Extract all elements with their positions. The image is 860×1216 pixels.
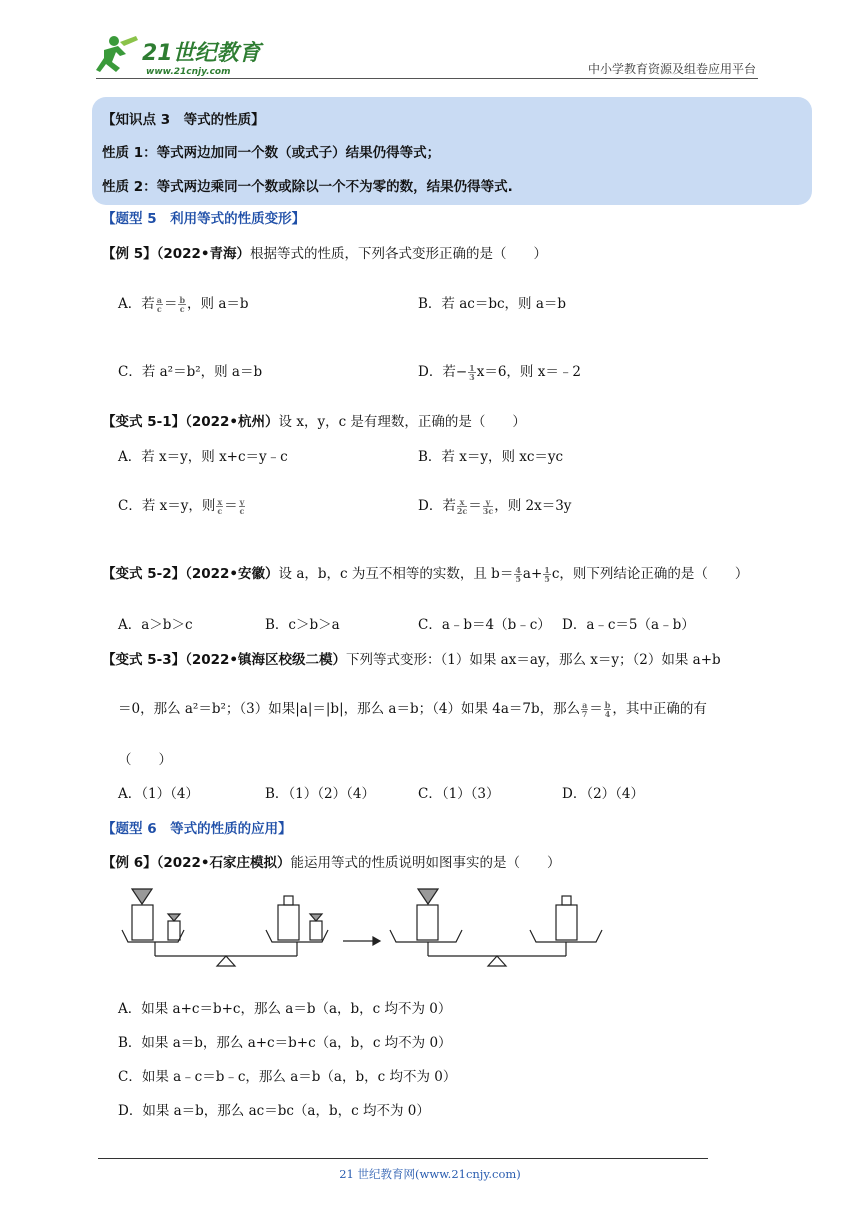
option-c: C．若 x＝y，则 $\frac{x}{c}$ ＝ $\frac{y}{c}$	[118, 497, 245, 516]
fraction: $\frac{b}{c}$	[179, 295, 186, 314]
fraction: $\frac{a}{7}$	[581, 700, 588, 719]
question-var52: 【变式 5-2】（2022•安徽）设 a，b，c 为互不相等的实数，且 b＝ $\frac{4}{5}$ a+ $\frac{1}{5}$ c，则下列结论正确的是（ ）	[102, 565, 749, 584]
question-text: 设 x，y，c 是有理数，正确的是（ ）	[278, 414, 526, 430]
option-d: D．a﹣c＝5（a﹣b）	[562, 617, 695, 633]
fraction: $\frac{y}{c}$	[239, 497, 245, 516]
fraction: $\frac{b}{4}$	[604, 700, 611, 719]
question-label: 【变式 5-2】	[102, 566, 186, 582]
question-label: 【变式 5-3】	[102, 652, 186, 668]
section-heading-type5: 【题型 5 利用等式的性质变形】	[102, 211, 306, 227]
option-a: A．a＞b＞c	[118, 617, 193, 633]
fraction: $\frac{4}{5}$	[515, 565, 521, 584]
option-b: B．（1）（2）（4）	[265, 786, 375, 802]
answer-paren: （ ）	[118, 752, 172, 768]
question-var53-line2: ＝0，那么 a²＝b²；（3）如果|a|＝|b|，那么 a＝b；（4）如果 4a＝7b，那么 $\frac{a}{7}$ ＝ $\frac{b}{4}$ ，其中正确的有	[118, 700, 707, 719]
header-divider	[96, 78, 758, 79]
section-heading-type6: 【题型 6 等式的性质的应用】	[102, 821, 292, 837]
question-source: （2022•石家庄模拟）	[156, 855, 291, 871]
option-a: A．（1）（4）	[118, 786, 199, 802]
fraction: $\frac{1}{5}$	[544, 565, 550, 584]
option-b: B．若 x＝y，则 xc＝yc	[418, 449, 564, 465]
option-d: D．若− $\frac{1}{3}$ x＝6，则 x＝﹣2	[418, 363, 581, 382]
knowledge-box	[92, 97, 812, 205]
option-a: A．如果 a+c＝b+c，那么 a＝b（a，b，c 均不为 0）	[118, 1001, 452, 1017]
option-c: C．（1）（3）	[418, 786, 500, 802]
fraction: $\frac{y}{3c}$	[482, 497, 494, 516]
option-b: B．若 ac＝bc，则 a＝b	[418, 296, 567, 312]
question-source: （2022•安徽）	[185, 566, 279, 582]
option-a: A．若 $\frac{a}{c}$ ＝ $\frac{b}{c}$ ，则 a＝b	[118, 295, 249, 314]
arrow-icon	[343, 937, 380, 945]
left-balance	[122, 889, 328, 966]
site-name: 中小学教育资源及组卷应用平台	[587, 62, 756, 76]
knowledge-title: 【知识点 3 等式的性质】	[102, 112, 265, 128]
question-var53: 【变式 5-3】（2022•镇海区校级二模）下列等式变形：（1）如果 ax＝ay，那么 x＝y；（2）如果 a+b	[102, 652, 721, 668]
footer-text: 21 世纪教育网(www.21cnjy.com)	[339, 1167, 521, 1181]
question-source: （2022•青海）	[156, 246, 251, 262]
logo-sub-text: www.21cnjy.com	[146, 67, 231, 77]
option-b: B．如果 a＝b，那么 a+c＝b+c（a，b，c 均不为 0）	[118, 1035, 452, 1051]
property-2: 性质 2：等式两边乘同一个数或除以一个不为零的数，结果仍得等式.	[102, 179, 513, 195]
question-label: 【变式 5-1】	[102, 414, 186, 430]
fraction: $\frac{x}{2c}$	[456, 497, 468, 516]
question-text: 根据等式的性质，下列各式变形正确的是（ ）	[250, 246, 548, 262]
site-logo	[96, 32, 266, 80]
right-balance	[390, 889, 602, 966]
option-c: C．若 a²＝b²，则 a＝b	[118, 364, 263, 380]
option-d: D．若 $\frac{x}{2c}$ ＝ $\frac{y}{3c}$ ，则 2x＝3y	[418, 497, 572, 516]
footer-divider	[98, 1158, 708, 1159]
question-text: 能运用等式的性质说明如图事实的是（ ）	[290, 855, 561, 871]
question-source: （2022•杭州）	[185, 414, 279, 430]
fraction: $\frac{a}{c}$	[156, 295, 162, 314]
runner-icon	[96, 36, 138, 72]
option-a: A．若 x＝y，则 x+c＝y﹣c	[118, 449, 288, 465]
question-label: 【例 5】	[102, 246, 157, 262]
balance-figure	[118, 884, 618, 976]
question-label: 【例 6】	[102, 855, 157, 871]
question-var51	[102, 410, 526, 430]
option-c: C．如果 a﹣c＝b﹣c，那么 a＝b（a，b，c 均不为 0）	[118, 1069, 457, 1085]
logo-main-text: 21世纪教育	[142, 41, 261, 66]
question-source: （2022•镇海区校级二模）	[185, 652, 347, 668]
fraction: $\frac{x}{c}$	[217, 497, 223, 516]
option-d: D．如果 a＝b，那么 ac＝bc（a，b，c 均不为 0）	[118, 1103, 430, 1119]
option-d: D．（2）（4）	[562, 786, 645, 802]
option-c: C．a﹣b＝4（b﹣c）	[418, 617, 551, 633]
question-ex5	[102, 242, 547, 262]
question-ex6	[102, 851, 561, 871]
option-b: B．c＞b＞a	[265, 617, 340, 633]
property-1: 性质 1：等式两边加同一个数（或式子）结果仍得等式；	[102, 145, 441, 161]
fraction: $\frac{1}{3}$	[469, 363, 475, 382]
